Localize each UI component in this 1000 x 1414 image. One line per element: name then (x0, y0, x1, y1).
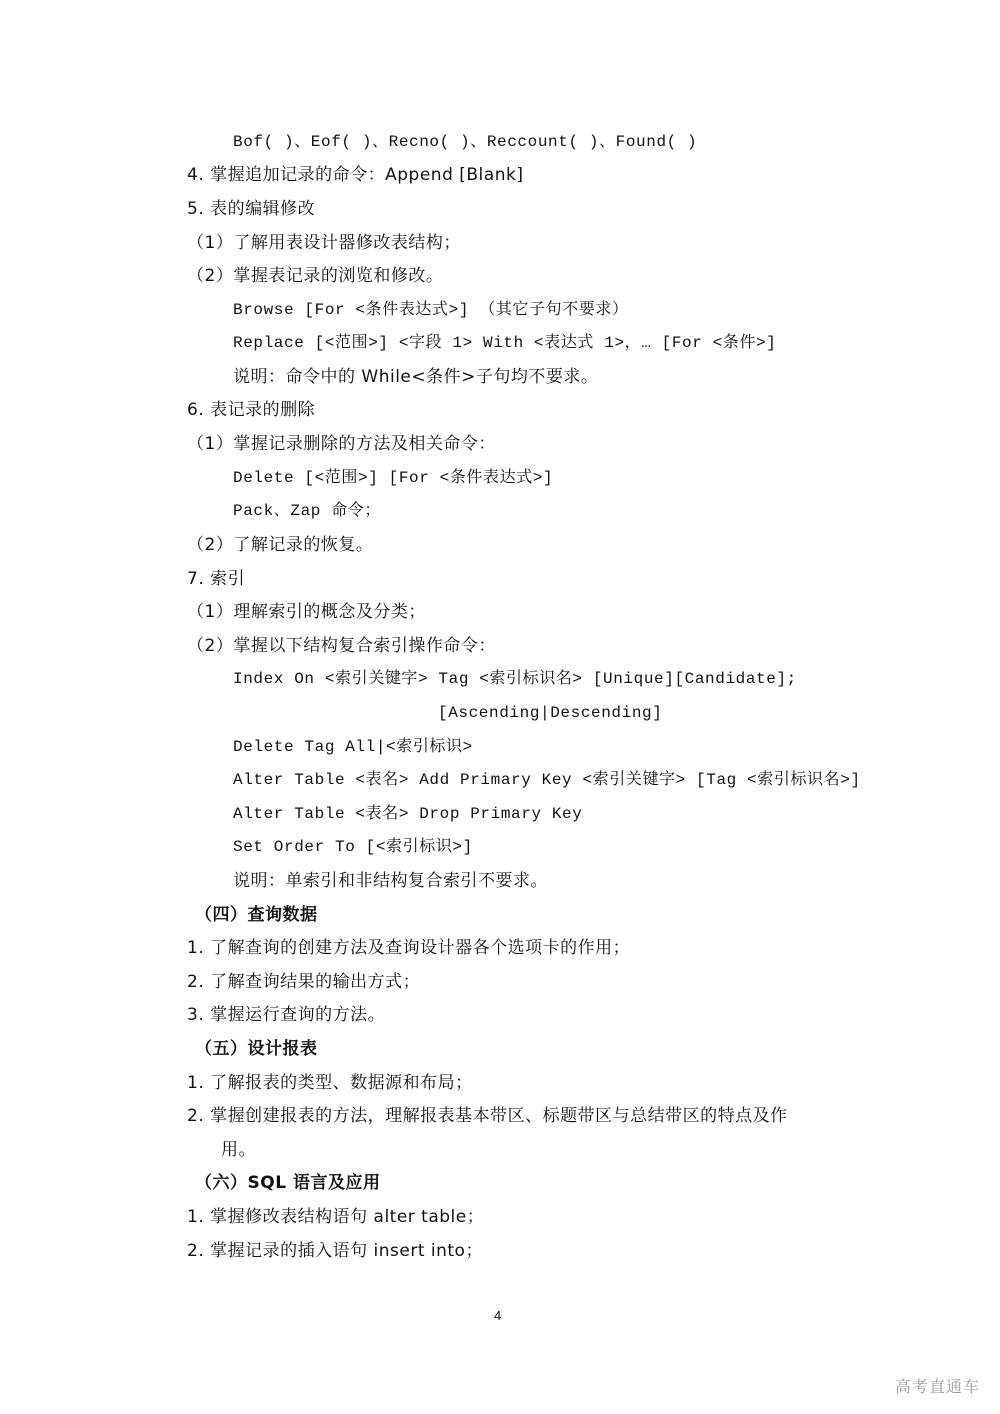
pack-zap-line: Pack、Zap 命令； (233, 502, 382, 520)
browse-command-line: Browse [For <条件表达式>] （其它子句不要求） (233, 301, 629, 319)
sub-item-5-1: （1）了解用表设计器修改表结构； (187, 233, 461, 253)
sub-item-6-1: （1）掌握记录删除的方法及相关命令： (187, 434, 496, 454)
sub-item-7-1: （1）理解索引的概念及分类； (187, 602, 426, 622)
page-number: 4 (494, 1308, 502, 1323)
note-while-clause: 说明：命令中的 While<条件>子句均不要求。 (233, 367, 599, 387)
index-on-continuation-line: [Ascending|Descending] (438, 704, 663, 722)
query-item-1: 1. 了解查询的创建方法及查询设计器各个选项卡的作用； (187, 938, 631, 958)
item-5-heading: 5. 表的编辑修改 (187, 199, 316, 219)
sub-item-7-2: （2）掌握以下结构复合索引操作命令： (187, 636, 496, 656)
section-4-heading: （四）查询数据 (195, 905, 318, 925)
report-item-2: 2. 掌握创建报表的方法，理解报表基本带区、标题带区与总结带区的特点及作 (187, 1106, 788, 1126)
query-item-2: 2. 了解查询结果的输出方式； (187, 972, 421, 992)
sql-item-1: 1. 掌握修改表结构语句 alter table； (187, 1207, 485, 1227)
report-item-1: 1. 了解报表的类型、数据源和布局； (187, 1073, 473, 1093)
delete-command-line: Delete [<范围>] [For <条件表达式>] (233, 469, 554, 487)
section-5-heading: （五）设计报表 (195, 1039, 318, 1059)
report-item-2-continuation: 用。 (221, 1140, 256, 1160)
item-6-heading: 6. 表记录的删除 (187, 400, 316, 420)
item-7-heading: 7. 索引 (187, 569, 246, 589)
replace-command-line: Replace [<范围>] <字段 1> With <表达式 1>，… [For <条件>] (233, 334, 777, 352)
item-4-append: 4. 掌握追加记录的命令：Append [Blank] (187, 165, 524, 185)
note-index-types: 说明：单索引和非结构复合索引不要求。 (233, 871, 548, 891)
index-on-command-line: Index On <索引关键字> Tag <索引标识名> [Unique][Candidate]; (233, 670, 797, 688)
watermark-text: 高考直通车 (894, 1377, 980, 1396)
sub-item-5-2: （2）掌握表记录的浏览和修改。 (187, 266, 444, 286)
function-list-line: Bof( )、Eof( )、Recno( )、Reccount( )、Found( ) (233, 133, 698, 151)
delete-tag-command-line: Delete Tag All|<索引标识> (233, 738, 473, 756)
alter-table-add-key-line: Alter Table <表名> Add Primary Key <索引关键字> [Tag <索引标识名>] (233, 771, 861, 789)
query-item-3: 3. 掌握运行查询的方法。 (187, 1005, 386, 1025)
sub-item-6-2: （2）了解记录的恢复。 (187, 535, 374, 555)
section-6-heading: （六）SQL 语言及应用 (195, 1173, 381, 1193)
set-order-command-line: Set Order To [<索引标识>] (233, 838, 473, 856)
sql-item-2: 2. 掌握记录的插入语句 insert into； (187, 1241, 483, 1261)
alter-table-drop-key-line: Alter Table <表名> Drop Primary Key (233, 805, 583, 823)
